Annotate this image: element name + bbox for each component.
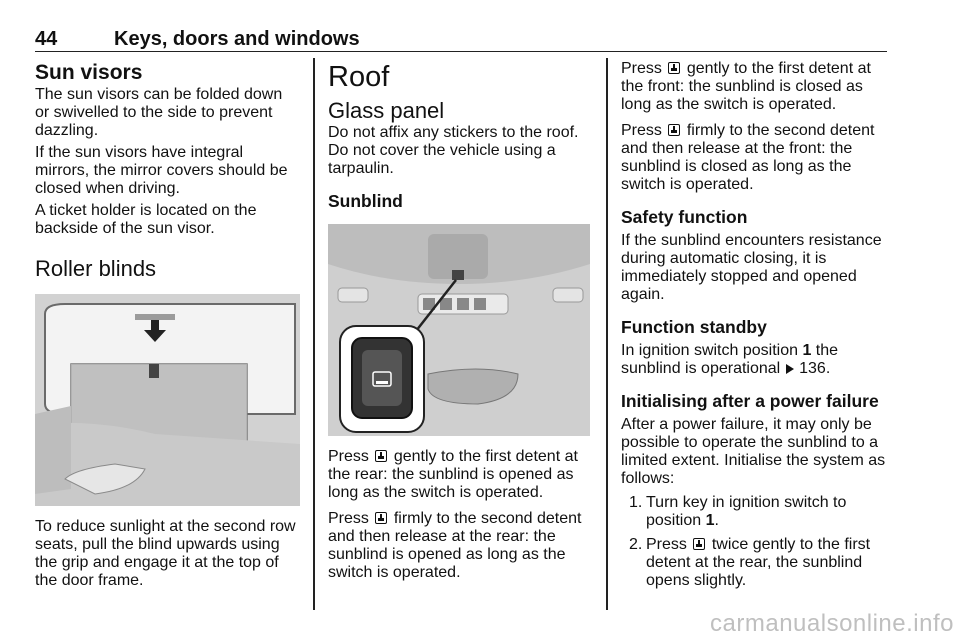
paragraph: The sun visors can be folded down or swivelled to the side to prevent dazzling. [35, 86, 283, 139]
column-divider [313, 58, 315, 610]
roller-blind-svg [35, 294, 300, 506]
step-text: . [714, 512, 719, 529]
page-number: 44 [35, 28, 58, 50]
section-title-initialising: Initialising after a power failure [621, 391, 879, 411]
press-label: Press [621, 122, 662, 139]
column-divider [606, 58, 608, 610]
sunblind-switch-icon [668, 62, 680, 74]
section-title-sun-visors: Sun visors [35, 61, 143, 84]
paragraph: Do not affix any stickers to the roof. Do not cover the vehicle using a tarpaulin. [328, 124, 579, 177]
page-header [35, 26, 887, 52]
instruction-text: gently to the first detent at the front: the sunblind is closed as long as the switch is operated. [621, 60, 871, 113]
paragraph [621, 342, 887, 378]
step-number: 1. [629, 494, 643, 511]
press-label: Press [328, 448, 369, 465]
list-item [621, 536, 887, 590]
text: In ignition switch position [621, 342, 798, 359]
steps-list [621, 494, 887, 590]
sunblind-switch-svg [328, 224, 590, 436]
position-number: 1 [802, 342, 812, 359]
section-title-glass-panel: Glass panel [328, 98, 445, 123]
column-2 [328, 60, 590, 582]
press-label: Press [328, 510, 369, 527]
step-number: 2. [629, 536, 643, 553]
sunblind-switch-icon [375, 450, 387, 462]
page-reference-arrow-icon [786, 364, 794, 374]
press-label: Press [621, 60, 662, 77]
step-text: Turn key in ignition switch to position [646, 494, 847, 529]
sunblind-switch-icon [375, 512, 387, 524]
watermark: carmanualsonline.info [710, 610, 954, 637]
paragraph [328, 510, 590, 582]
chapter-title: Keys, doors and windows [114, 28, 360, 50]
section-title-roller-blinds: Roller blinds [35, 256, 157, 281]
paragraph [328, 448, 590, 502]
paragraph: A ticket holder is located on the backside of the sun visor. [35, 202, 257, 237]
list-item [621, 494, 887, 530]
sunblind-switch-icon [693, 538, 705, 550]
text: the sunblind is operational [621, 342, 839, 377]
paragraph: If the sun visors have integral mirrors, the mirror covers should be closed when driving. [35, 144, 288, 197]
section-title-sunblind: Sunblind [328, 191, 403, 211]
section-title-safety-function: Safety function [621, 207, 748, 227]
instruction-text: firmly to the second detent and then release at the front: the sunblind is closed as long as the switch is operated. [621, 122, 875, 193]
instruction-text: gently to the first detent at the rear: the sunblind is opened as long as the switch is operated. [328, 448, 578, 501]
paragraph: After a power failure, it may only be possible to operate the sunblind to a limited extent. Initialise the system as follows: [621, 416, 886, 487]
paragraph: If the sunblind encounters resistance during automatic closing, it is immediately stopped and opened again. [621, 232, 882, 303]
section-title-function-standby: Function standby [621, 317, 767, 337]
sunblind-switch-illustration [328, 224, 590, 436]
roller-blind-illustration [35, 294, 300, 506]
paragraph [621, 60, 887, 114]
position-number: 1 [705, 512, 715, 529]
column-3 [621, 60, 887, 596]
page-reference[interactable]: 136. [799, 360, 831, 377]
column-1 [35, 60, 300, 590]
paragraph: To reduce sunlight at the second row seats, pull the blind upwards using the grip and engage it at the top of the door frame. [35, 518, 296, 589]
step-text: Press [646, 536, 687, 553]
instruction-text: firmly to the second detent and then release at the rear: the sunblind is opened as long as the switch is operated. [328, 510, 582, 581]
paragraph [621, 122, 887, 194]
section-title-roof: Roof [328, 61, 390, 93]
step-text: twice gently to the first detent at the rear, the sunblind opens slightly. [646, 536, 871, 589]
sunblind-switch-icon [668, 124, 680, 136]
